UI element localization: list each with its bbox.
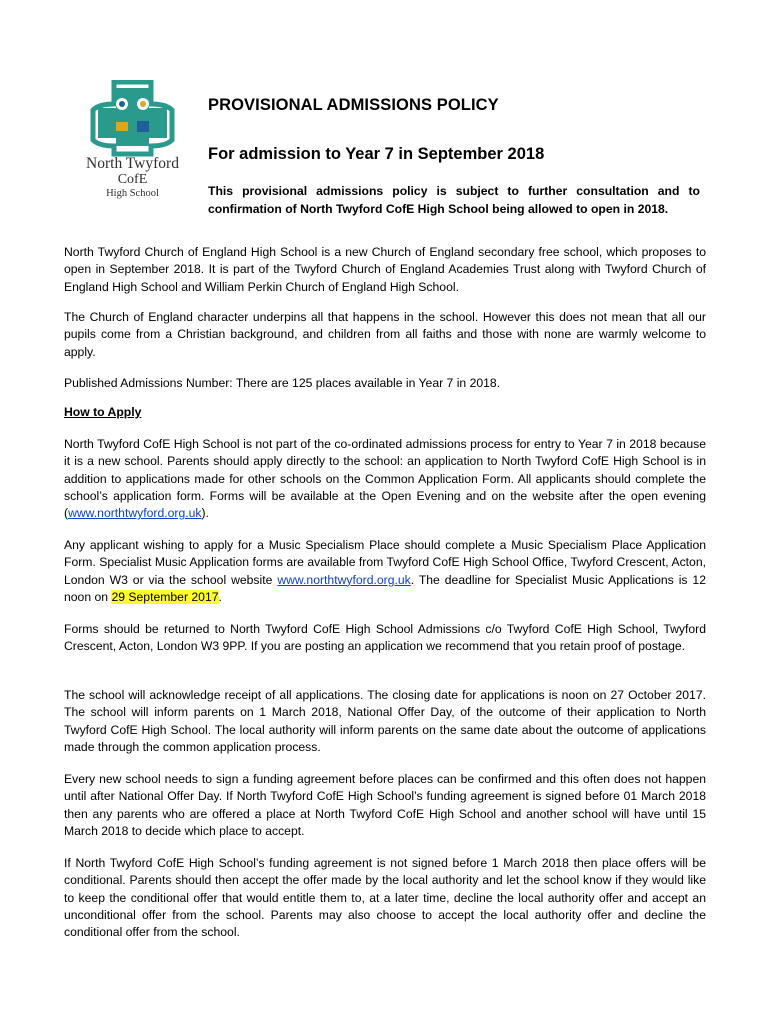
- pan-paragraph: Published Admissions Number: There are 125 places available in Year 7 in 2018.: [64, 376, 501, 390]
- character-paragraph: The Church of England character underpins all that happens in the school. However this does not mean that all our pupils come from a Christian background, and children from all faiths and those with none are warmly welcome to apply.: [64, 310, 706, 359]
- logo-school-name: North Twyford: [86, 155, 179, 172]
- intro-paragraph: North Twyford Church of England High School is a new Church of England secondary free school, which proposes to open in September 2018. It is part of the Twyford Church of England Academies Trust along with Twyford Church of England High School and William Perkin Church of England High School.: [64, 245, 706, 294]
- page-subtitle: For admission to Year 7 in September 2018: [208, 145, 545, 163]
- music-paragraph: [64, 537, 706, 606]
- logo-cofe: CofE: [117, 172, 148, 187]
- apply-paragraph: [64, 436, 706, 522]
- page-title: PROVISIONAL ADMISSIONS POLICY: [208, 96, 499, 114]
- apply-text: North Twyford CofE High School is not part of the co-ordinated admissions process for entry to Year 7 in 2018 because it is a new school. Parents should apply directly to the school: an application to North Twyford CofE High School is in addition to applications made for other schools on the Common Application Form. All applicants should complete the school’s application form. Forms will be available at the Open Evening and on the website after the open evening (: [64, 437, 706, 521]
- acknowledge-paragraph: The school will acknowledge receipt of all applications. The closing date for applications is noon on 27 October 2017. The school will inform parents on 1 March 2018, National Offer Day, of the outcome of their application to North Twyford CofE High School. The local authority will inform parents on the same date about the outcome of applications made through the common application process.: [64, 688, 706, 754]
- logo-high-school: High School: [106, 188, 159, 199]
- music-deadline-highlight: 29 September 2017: [111, 589, 219, 604]
- music-website-link[interactable]: www.northtwyford.org.uk: [277, 572, 411, 587]
- return-paragraph: Forms should be returned to North Twyford CofE High School Admissions c/o Twyford CofE High School, Twyford Crescent, Acton, London W3 9PP. If you are posting an application we recommend that you retain proof of postage.: [64, 622, 706, 654]
- music-text-end: .: [218, 589, 222, 604]
- provisional-notice: This provisional admissions policy is subject to further consultation and to confirmation of North Twyford CofE High School being allowed to open in 2018.: [208, 184, 700, 216]
- how-to-apply-heading: How to Apply: [64, 405, 142, 419]
- music-text-mid: . The deadline for Specialist Music Applications is 12 noon on: [64, 572, 706, 604]
- emblem-crown-icon: [116, 122, 128, 131]
- funding-paragraph: Every new school needs to sign a funding agreement before places can be confirmed and this often does not happen until after National Offer Day. If North Twyford CofE High School’s funding agreement is signed before 01 March 2018 then any parents who are offered a place at North Twyford CofE High School and another school will have until 15 March 2018 to decide which place to accept.: [64, 772, 706, 838]
- conditional-paragraph: If North Twyford CofE High School’s funding agreement is not signed before 1 March 2018 then place offers will be conditional. Parents should then accept the offer made by the local authority and let the school know if they would like to keep the conditional offer that would entitle them to, at a later time, decline the local authority offer and accept an unconditional offer from the school. Parents may also choose to accept the local authority offer and decline the conditional offer from the school.: [64, 856, 706, 940]
- emblem-tower-icon: [137, 121, 149, 132]
- apply-text-end: ).: [201, 506, 209, 521]
- website-link[interactable]: www.northtwyford.org.uk: [68, 506, 202, 521]
- music-text: Any applicant wishing to apply for a Music Specialism Place should complete a Music Specialism Place Application Form. Specialist Music Application forms are available from Twyford CofE High School Office, Twyford Crescent, Acton, London W3 or via the school website: [64, 538, 706, 587]
